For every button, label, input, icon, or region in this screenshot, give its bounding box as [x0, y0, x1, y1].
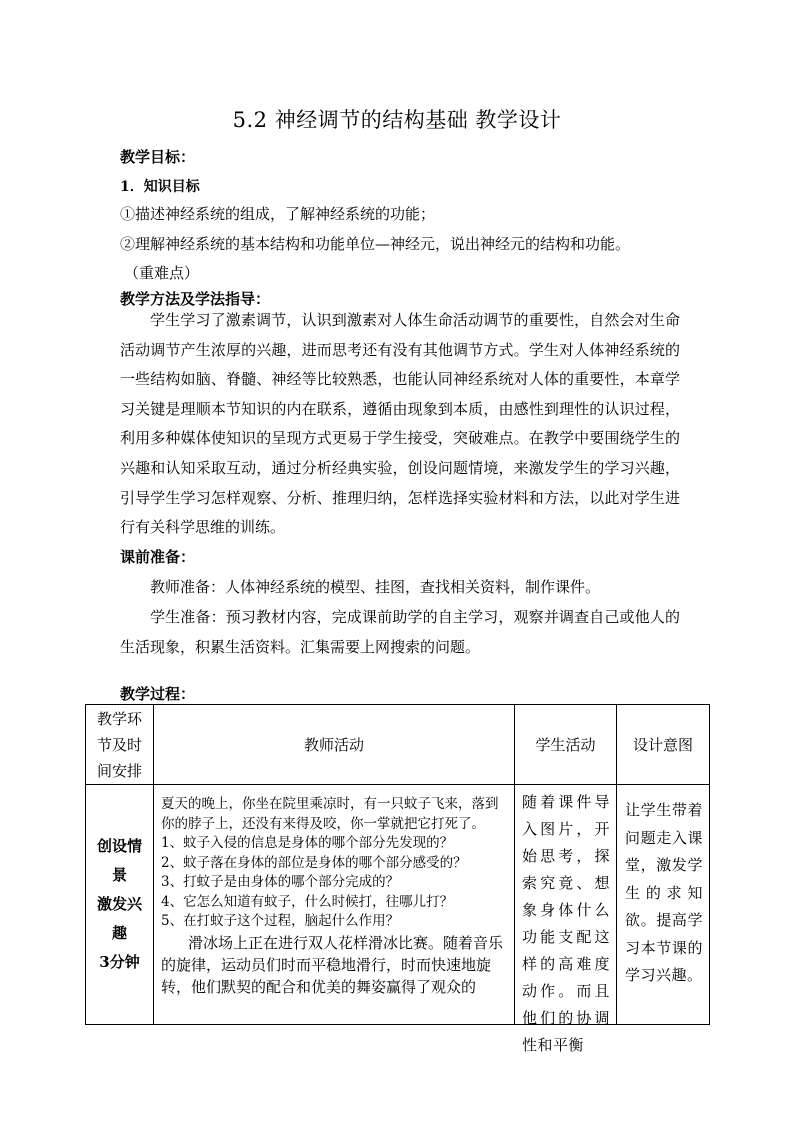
header-intent: 设计意图: [617, 705, 710, 785]
student-activity-cell: [515, 785, 617, 1054]
student-activity-text: 随着课件导入图片，开始思考，探索究竟、想象身体什么功能支配这样的高难度动作。而且他们的协调性和平衡: [522, 793, 610, 1054]
student-preparation: 学生准备：预习教材内容，完成课前助学的自主学习，观察并调查自己或他人的生活现象，积累生活资料。汇集需要上网搜索的问题。: [120, 608, 680, 656]
teacher-preparation: 教师准备：人体神经系统的模型、挂图，查找相关资料，制作课件。: [150, 578, 601, 596]
preparation-heading: 课前准备：: [120, 548, 196, 566]
stage-line: 激发兴: [96, 895, 142, 913]
header-student: 学生活动: [515, 705, 617, 785]
question-item: 1、蚊子入侵的信息是身体的哪个部分先发现的？: [161, 835, 454, 851]
knowledge-heading: 1．知识目标: [120, 179, 200, 195]
stage-line: 景: [111, 866, 127, 884]
objective-item: ①描述神经系统的组成，了解神经系统的功能；: [120, 205, 436, 223]
process-heading: 教学过程：: [120, 685, 196, 703]
teacher-skating-text: 滑冰场上正在进行双人花样滑冰比赛。随着音乐的旋律，运动员们时而平稳地滑行，时而快速地旋转，他们默契的配合和优美的舞姿赢得了观众的: [161, 933, 504, 996]
stage-cell: [86, 785, 154, 1025]
design-intent-cell: [617, 785, 710, 1025]
methods-heading: 教学方法及学法指导：: [120, 290, 271, 308]
process-table: [85, 704, 710, 1054]
objective-item: ②理解神经系统的基本结构和功能单位—神经元，说出神经元的结构和功能。: [120, 235, 631, 253]
objective-note: （重难点）: [124, 264, 200, 282]
header-stage: [86, 705, 154, 785]
table-row: [86, 785, 710, 1025]
methods-text: 学生学习了激素调节，认识到激素对人体生命活动调节的重要性，自然会对生命活动调节产生浓厚的兴趣，进而思考还有没有其他调节方式。学生对人体神经系统的一些结构如脑、脊髓、神经等比较熟悉，也能认同神经系统对人体的重要性，本章学习关键是理顺本节知识的内在联系，遵循由现象到本质，由感性到理性的认识过程，利用多种媒体使知识的呈现方式更易于学生接受，突破难点。在教学中要围绕学生的兴趣和认知采取互动，通过分析经典实验，创设问题情境，来激发学生的学习兴趣，引导学生学习怎样观察、分析、推理归纳，怎样选择实验材料和方法，以此对学生进行有关科学思维的训练。: [120, 311, 680, 537]
header-teacher: 教师活动: [154, 705, 515, 785]
table-header-row: [86, 705, 710, 785]
teacher-activity-cell: [154, 785, 515, 1025]
question-item: 3、打蚊子是由身体的哪个部分完成的？: [161, 874, 400, 890]
page-title: 5.2 神经调节的结构基础 教学设计: [232, 108, 562, 132]
question-item: 4、它怎么知道有蚊子，什么时候打，往哪儿打？: [161, 893, 454, 910]
header-stage-line: 教学环: [96, 709, 142, 728]
question-item: 2、蚊子落在身体的部位是身体的哪个部分感受的？: [161, 854, 467, 871]
objectives-heading: 教学目标：: [120, 148, 196, 166]
design-intent-text: 让学生带着问题走入课堂，激发学生的求知欲。提高学习本节课的学习兴趣。: [625, 801, 703, 984]
stage-line: 创设情: [96, 837, 142, 855]
stage-line: 3分钟: [99, 953, 140, 971]
teacher-intro: 夏天的晚上，你坐在院里乘凉时，有一只蚊子飞来，落到你的脖子上，还没有来得及咬，你一掌就把它打死了。: [161, 796, 499, 832]
stage-line: 趣: [111, 924, 127, 942]
header-stage-line: 节及时: [96, 735, 142, 754]
question-item: 5、在打蚊子这个过程，脑起什么作用？: [161, 913, 400, 929]
header-stage-line: 间安排: [96, 761, 142, 780]
